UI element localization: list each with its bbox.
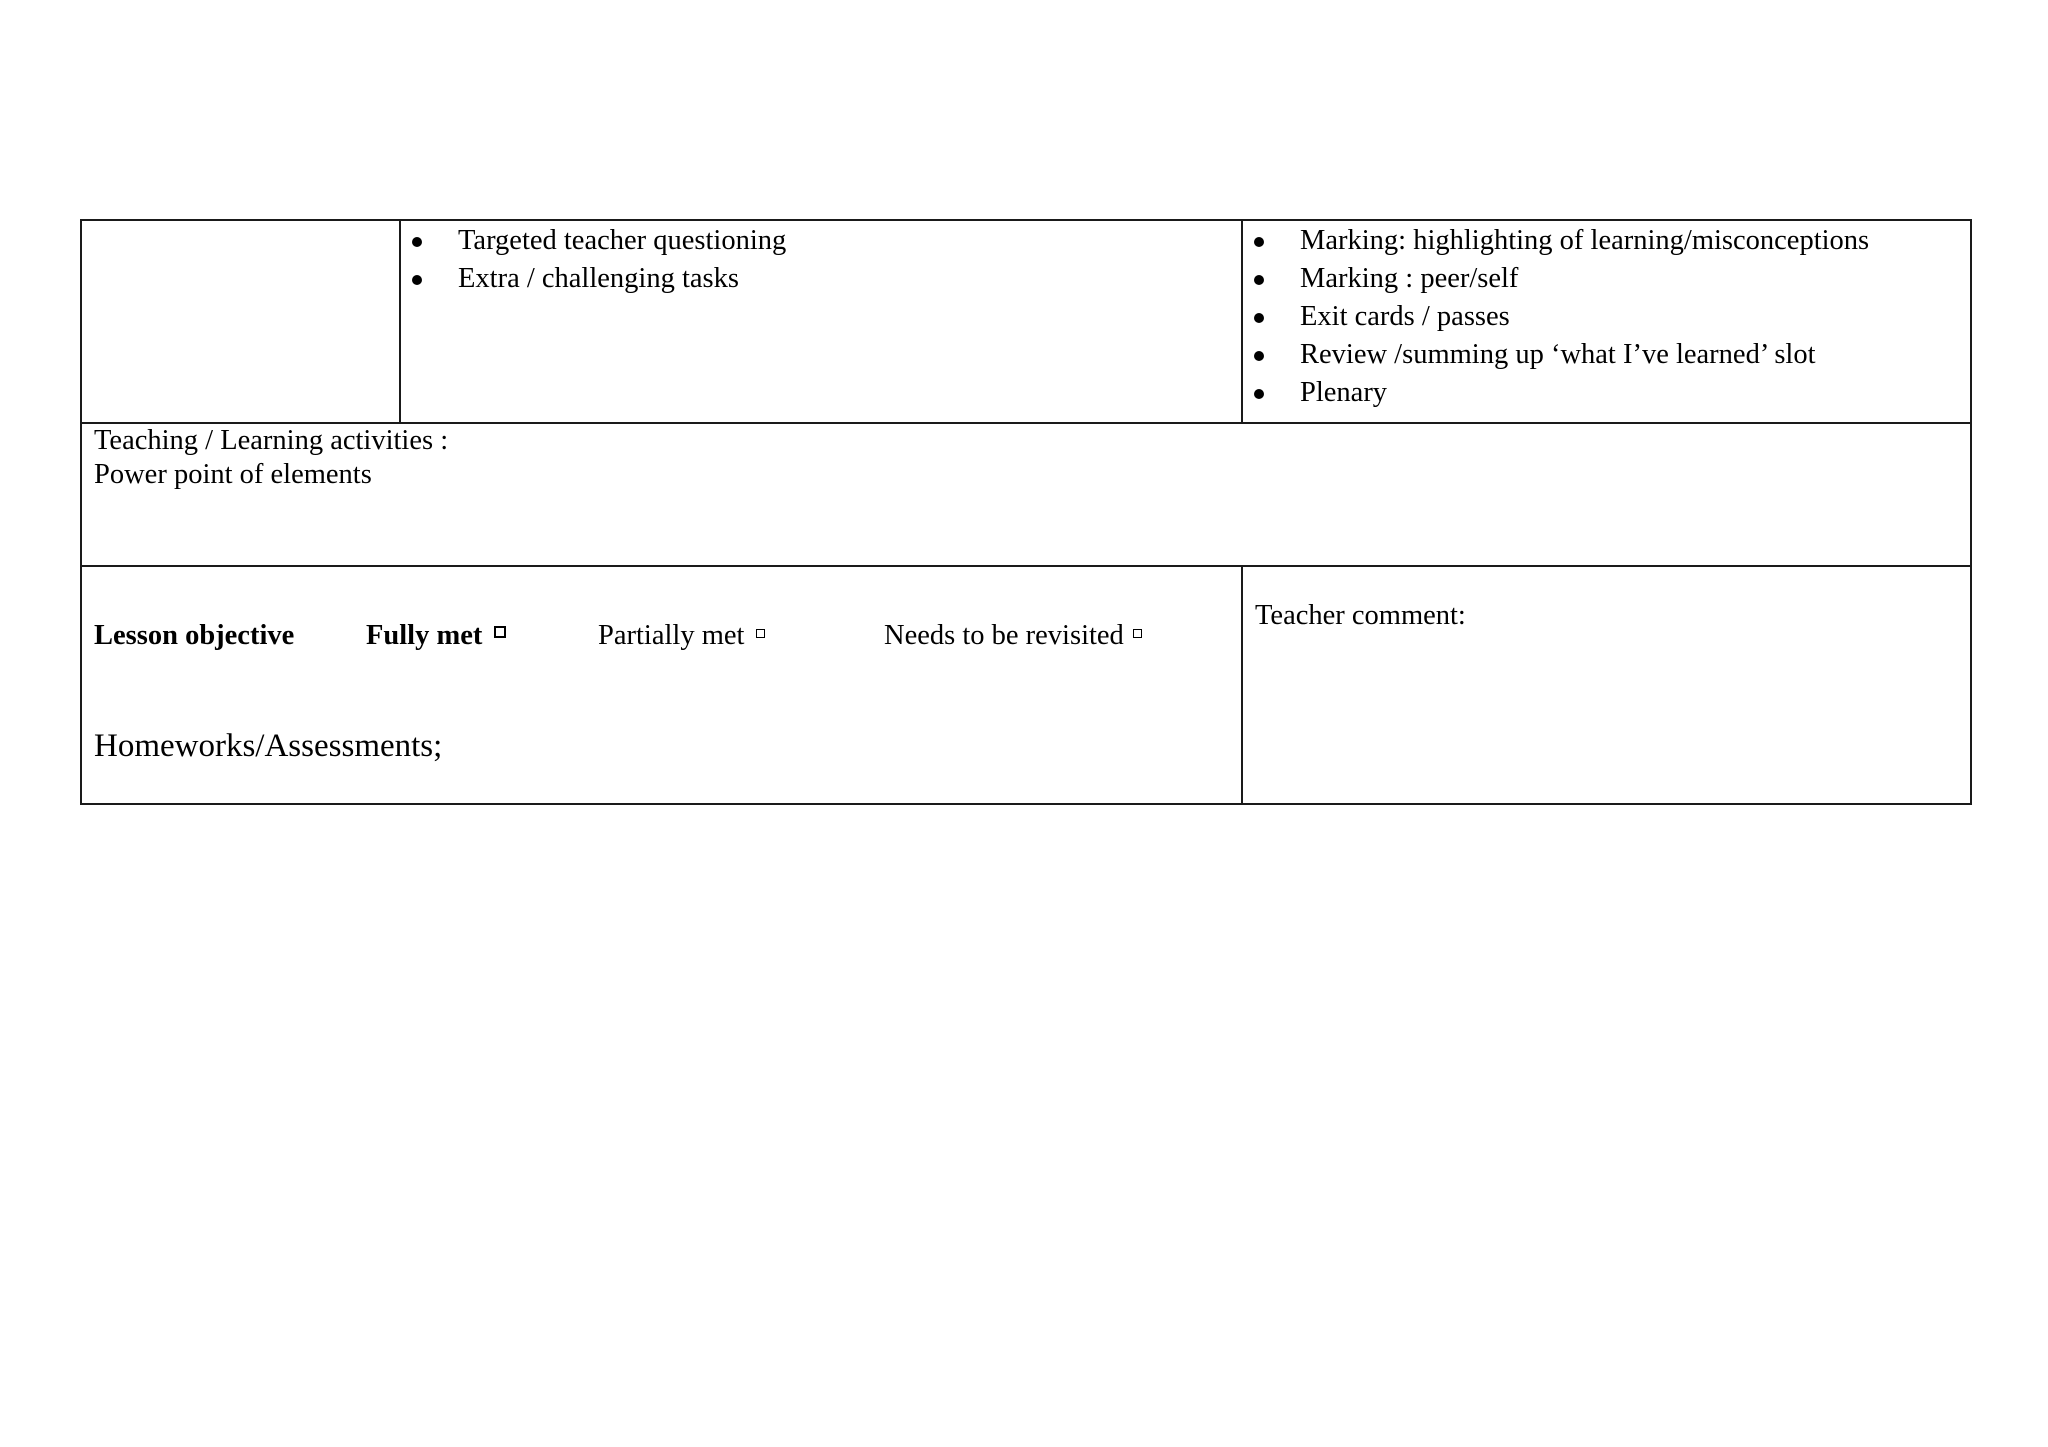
homework-label: Homeworks/Assessments; — [94, 728, 443, 764]
teaching-activities-content: Power point of elements — [94, 459, 372, 490]
row1-col3-cell — [1243, 222, 1970, 422]
row1-col2-cell — [401, 222, 1241, 422]
differentiation-list — [401, 222, 1241, 298]
needs-revisit-label: Needs to be revisited — [884, 620, 1124, 651]
bullet-icon — [1254, 389, 1264, 399]
assessment-list — [1243, 222, 1970, 412]
table-border-bottom — [80, 803, 1972, 805]
list-item-text: Exit cards / passes — [1300, 301, 1510, 332]
lesson-objective-label: Lesson objective — [94, 620, 295, 651]
fully-met-label: Fully met — [366, 620, 483, 651]
list-item-text: Plenary — [1300, 377, 1388, 408]
partially-met-label: Partially met — [598, 620, 745, 651]
list-item — [1243, 222, 1970, 260]
bullet-icon — [412, 237, 422, 247]
bullet-icon — [412, 275, 422, 285]
list-item — [1243, 260, 1970, 298]
fully-met-checkbox-icon[interactable] — [494, 626, 506, 638]
teaching-activities-heading: Teaching / Learning activities : — [94, 425, 449, 456]
list-item — [401, 260, 1241, 298]
needs-revisit-option — [884, 619, 1142, 653]
list-item — [1243, 298, 1970, 336]
bullet-icon — [1254, 351, 1264, 361]
list-item — [1243, 336, 1970, 374]
list-item-text: Marking : peer/self — [1300, 263, 1519, 294]
partially-met-option — [598, 619, 765, 653]
list-item-text: Review /summing up ‘what I’ve learned’ slot — [1300, 339, 1816, 370]
bullet-icon — [1254, 313, 1264, 323]
row1-col1-cell — [82, 221, 399, 422]
list-item-text: Extra / challenging tasks — [458, 263, 739, 294]
list-item — [401, 222, 1241, 260]
teacher-comment-label: Teacher comment: — [1255, 600, 1466, 631]
list-item-text: Targeted teacher questioning — [458, 225, 787, 256]
fully-met-option — [366, 619, 506, 653]
partially-met-checkbox-icon[interactable] — [756, 629, 765, 638]
bullet-icon — [1254, 275, 1264, 285]
table-border-right — [1970, 219, 1972, 805]
row2-cell — [94, 424, 1964, 564]
row3-left-cell — [82, 567, 1241, 803]
list-item-text: Marking: highlighting of learning/misconceptions — [1300, 225, 1870, 256]
bullet-icon — [1254, 237, 1264, 247]
needs-revisit-checkbox-icon[interactable] — [1133, 629, 1142, 638]
row3-right-cell — [1243, 567, 1970, 803]
list-item — [1243, 374, 1970, 412]
